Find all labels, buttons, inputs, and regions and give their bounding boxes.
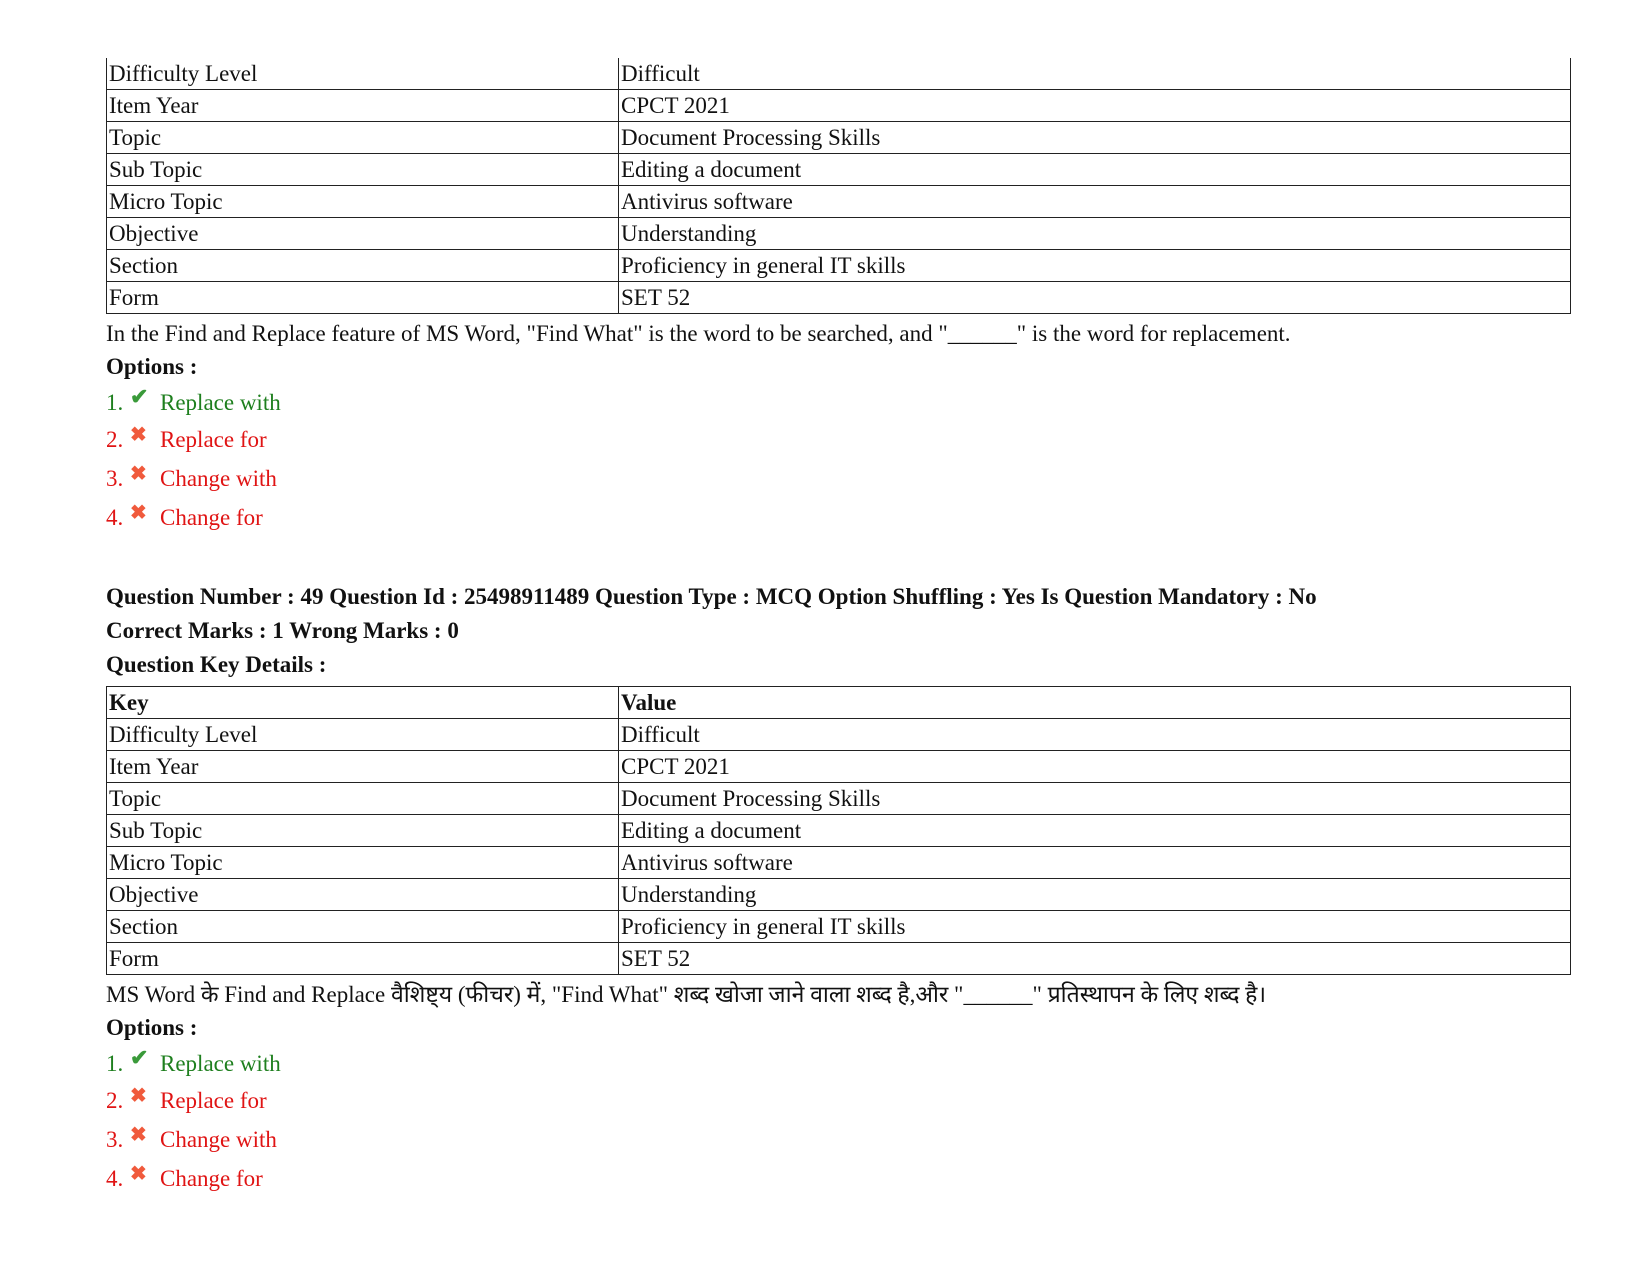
option-label: Replace with: [160, 390, 281, 415]
table-row: [107, 58, 1571, 90]
q48-key-details-table: [106, 58, 1571, 314]
option-label: Change with: [160, 466, 277, 491]
key-cell: Objective: [107, 218, 619, 250]
cross-icon: ✖: [130, 1085, 147, 1107]
option-label: Change for: [160, 1166, 263, 1191]
cross-icon: ✖: [130, 502, 147, 524]
value-cell: Understanding: [619, 879, 1571, 911]
q49-option-4: [106, 1160, 1571, 1199]
value-cell: Antivirus software: [619, 186, 1571, 218]
key-cell: Micro Topic: [107, 186, 619, 218]
q49-option-3: [106, 1121, 1571, 1160]
key-cell: Form: [107, 943, 619, 975]
option-number: 4.: [106, 1166, 124, 1191]
value-cell: Understanding: [619, 218, 1571, 250]
q49-key-details-table: [106, 686, 1571, 975]
q48-question-text: In the Find and Replace feature of MS Word, "Find What" is the word to be searched, and "______" is the word for replacement.: [106, 321, 1291, 346]
q49-key-details-label: Question Key Details :: [106, 652, 327, 677]
option-label: Replace for: [160, 427, 267, 452]
q49-question-text: MS Word के Find and Replace वैशिष्ट्य (फीचर) में, "Find What" शब्द खोजा जाने वाला शब्द है,और "______" प्रतिस्थापन के लिए शब्द है।: [106, 982, 1267, 1007]
key-cell: Topic: [107, 783, 619, 815]
table-row: [107, 911, 1571, 943]
cross-icon: ✖: [130, 424, 147, 446]
value-cell: CPCT 2021: [619, 751, 1571, 783]
option-label: Change for: [160, 505, 263, 530]
q48-option-1: [106, 384, 1571, 421]
document-page: [106, 58, 1571, 1199]
table-row: [107, 943, 1571, 975]
key-cell: Item Year: [107, 90, 619, 122]
table-row: [107, 90, 1571, 122]
key-cell: Micro Topic: [107, 847, 619, 879]
table-row: [107, 250, 1571, 282]
q48-option-4: [106, 499, 1571, 538]
check-icon: ✔: [130, 384, 149, 409]
key-cell: Form: [107, 282, 619, 314]
option-number: 3.: [106, 466, 124, 491]
q48-options-label: Options :: [106, 354, 198, 379]
value-cell: Editing a document: [619, 154, 1571, 186]
table-row: [107, 282, 1571, 314]
option-number: 4.: [106, 505, 124, 530]
key-cell: Sub Topic: [107, 815, 619, 847]
option-number: 2.: [106, 427, 124, 452]
key-header: Key: [107, 687, 619, 719]
table-row: [107, 218, 1571, 250]
table-row: [107, 719, 1571, 751]
value-cell: Difficult: [619, 719, 1571, 751]
table-row: [107, 751, 1571, 783]
table-header-row: [107, 687, 1571, 719]
key-cell: Objective: [107, 879, 619, 911]
value-cell: Proficiency in general IT skills: [619, 250, 1571, 282]
option-label: Replace for: [160, 1088, 267, 1113]
value-cell: CPCT 2021: [619, 90, 1571, 122]
value-cell: Antivirus software: [619, 847, 1571, 879]
option-label: Replace with: [160, 1051, 281, 1076]
key-cell: Item Year: [107, 751, 619, 783]
cross-icon: ✖: [130, 1124, 147, 1146]
value-cell: Proficiency in general IT skills: [619, 911, 1571, 943]
table-row: [107, 154, 1571, 186]
option-label: Change with: [160, 1127, 277, 1152]
value-cell: Document Processing Skills: [619, 783, 1571, 815]
option-number: 1.: [106, 1051, 124, 1076]
value-cell: Difficult: [619, 58, 1571, 90]
cross-icon: ✖: [130, 463, 147, 485]
q49-options-label: Options :: [106, 1015, 198, 1040]
table-row: [107, 847, 1571, 879]
q49-option-2: [106, 1082, 1571, 1121]
table-row: [107, 879, 1571, 911]
option-number: 2.: [106, 1088, 124, 1113]
value-cell: SET 52: [619, 943, 1571, 975]
value-cell: Document Processing Skills: [619, 122, 1571, 154]
value-header: Value: [619, 687, 1571, 719]
value-cell: SET 52: [619, 282, 1571, 314]
key-cell: Difficulty Level: [107, 719, 619, 751]
key-cell: Difficulty Level: [107, 58, 619, 90]
check-icon: ✔: [130, 1045, 149, 1070]
table-row: [107, 815, 1571, 847]
q49-option-1: [106, 1045, 1571, 1082]
option-number: 1.: [106, 390, 124, 415]
table-row: [107, 122, 1571, 154]
key-cell: Topic: [107, 122, 619, 154]
q48-option-3: [106, 460, 1571, 499]
key-cell: Section: [107, 911, 619, 943]
table-row: [107, 186, 1571, 218]
key-cell: Section: [107, 250, 619, 282]
cross-icon: ✖: [130, 1163, 147, 1185]
q49-header: Question Number : 49 Question Id : 25498911489 Question Type : MCQ Option Shuffling : Yes Is Question Mandatory : No: [106, 584, 1317, 609]
q48-option-2: [106, 421, 1571, 460]
option-number: 3.: [106, 1127, 124, 1152]
q49-marks: Correct Marks : 1 Wrong Marks : 0: [106, 618, 459, 643]
key-cell: Sub Topic: [107, 154, 619, 186]
value-cell: Editing a document: [619, 815, 1571, 847]
table-row: [107, 783, 1571, 815]
